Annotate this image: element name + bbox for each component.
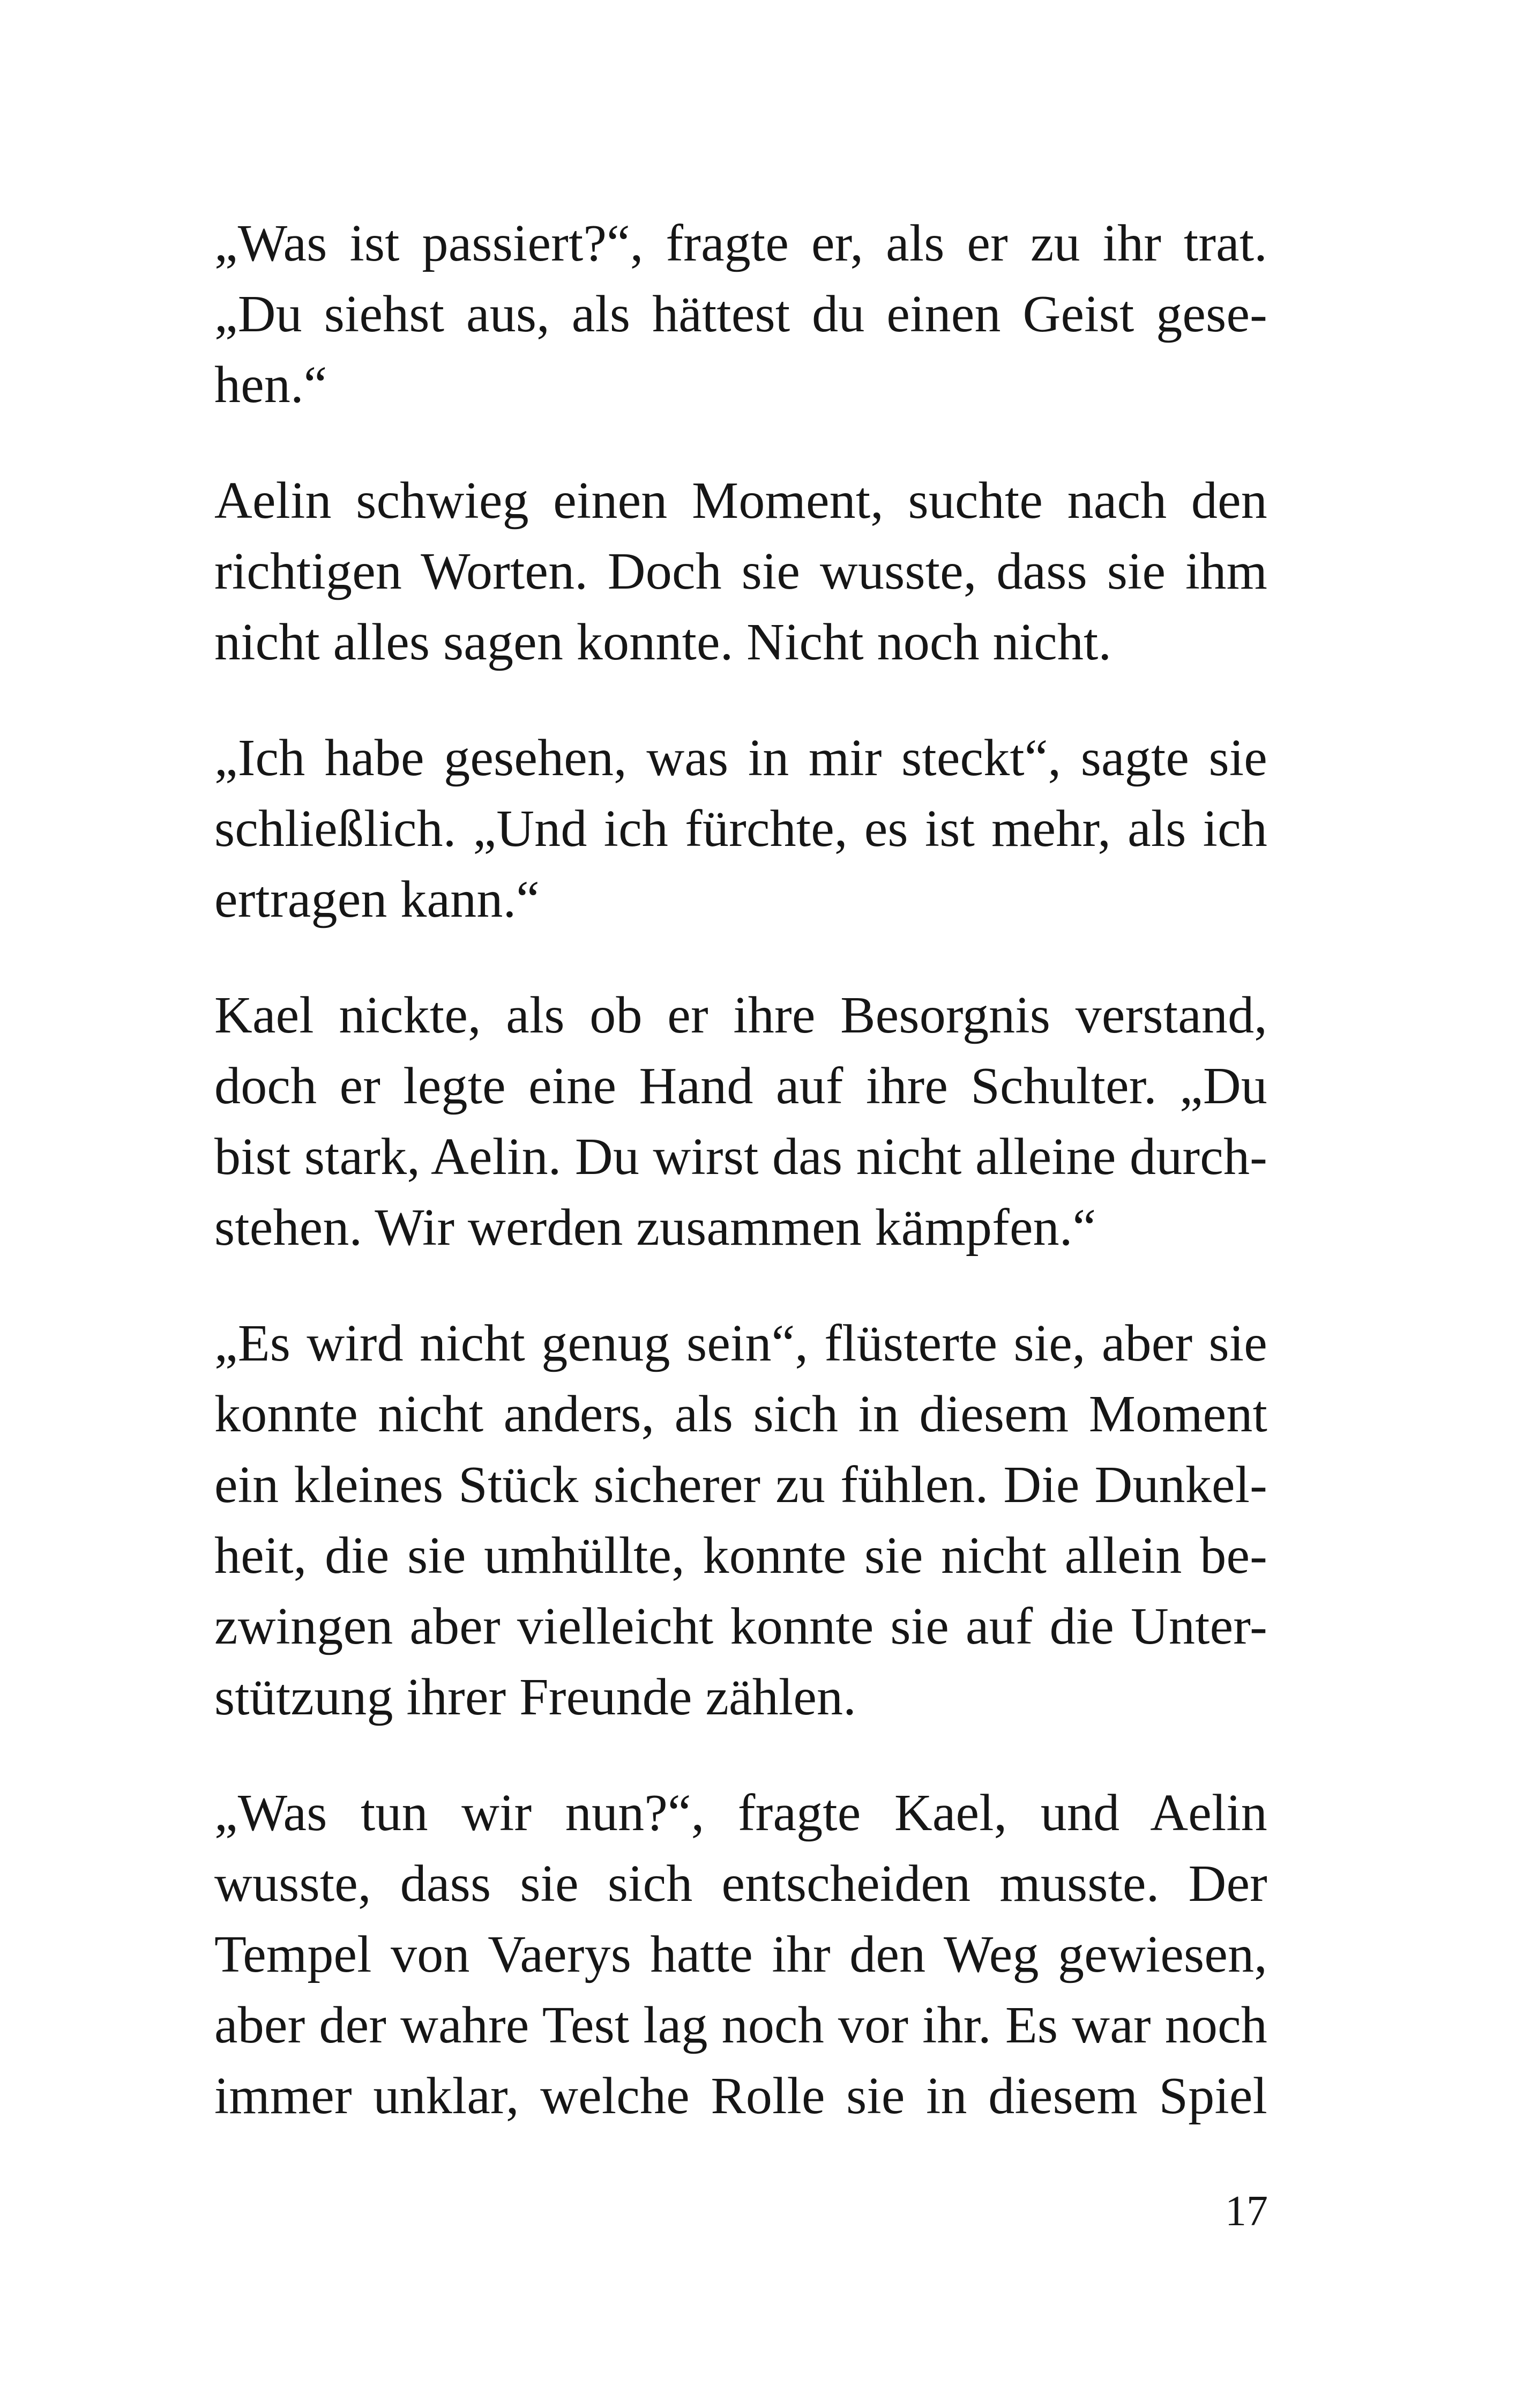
text-line: ein kleines Stück sicherer zu fühlen. Die Dunkel-	[214, 1456, 1267, 1514]
text-line: konnte nicht anders, als sich in diesem Moment	[214, 1385, 1267, 1443]
text-line: nicht alles sagen konnte. Nicht noch nicht.	[214, 613, 1112, 671]
body-text	[214, 208, 1267, 2176]
text-line: stützung ihrer Freunde zählen.	[214, 1668, 856, 1726]
text-line: „Was ist passiert?“, fragte er, als er zu ihr trat.	[214, 214, 1267, 272]
paragraph-5	[214, 1308, 1267, 1733]
paragraph-4	[214, 980, 1267, 1263]
text-line: stehen. Wir werden zusammen kämpfen.“	[214, 1199, 1096, 1257]
text-line: „Was tun wir nun?“, fragte Kael, und Aelin	[214, 1784, 1267, 1842]
text-line: Tempel von Vaerys hatte ihr den Weg gewiesen,	[214, 1926, 1267, 1983]
paragraph-6	[214, 1778, 1267, 2131]
text-line: zwingen aber vielleicht konnte sie auf die Unter-	[214, 1597, 1267, 1655]
text-line: hen.“	[214, 356, 327, 414]
text-line: wusste, dass sie sich entscheiden musste. Der	[214, 1855, 1267, 1913]
text-line: Aelin schwieg einen Moment, suchte nach den	[214, 472, 1267, 530]
text-line: doch er legte eine Hand auf ihre Schulter. „Du	[214, 1057, 1267, 1115]
text-line: schließlich. „Und ich fürchte, es ist mehr, als ich	[214, 800, 1267, 858]
page-number: 17	[1225, 2188, 1268, 2235]
text-line: „Ich habe gesehen, was in mir steckt“, sagte sie	[214, 729, 1267, 787]
text-line: richtigen Worten. Doch sie wusste, dass sie ihm	[214, 542, 1267, 600]
text-line: ertragen kann.“	[214, 871, 540, 928]
paragraph-3	[214, 723, 1267, 935]
text-line: „Du siehst aus, als hättest du einen Geist gese-	[214, 285, 1267, 343]
paragraph-2	[214, 465, 1267, 678]
text-line: immer unklar, welche Rolle sie in diesem Spiel	[214, 2067, 1267, 2125]
text-line: „Es wird nicht genug sein“, flüsterte sie, aber sie	[214, 1314, 1267, 1372]
text-line: aber der wahre Test lag noch vor ihr. Es war noch	[214, 1996, 1267, 2054]
paragraph-1	[214, 208, 1267, 420]
text-line: heit, die sie umhüllte, konnte sie nicht allein be-	[214, 1527, 1267, 1585]
text-line: bist stark, Aelin. Du wirst das nicht alleine durch-	[214, 1128, 1267, 1186]
text-line: Kael nickte, als ob er ihre Besorgnis verstand,	[214, 986, 1267, 1044]
